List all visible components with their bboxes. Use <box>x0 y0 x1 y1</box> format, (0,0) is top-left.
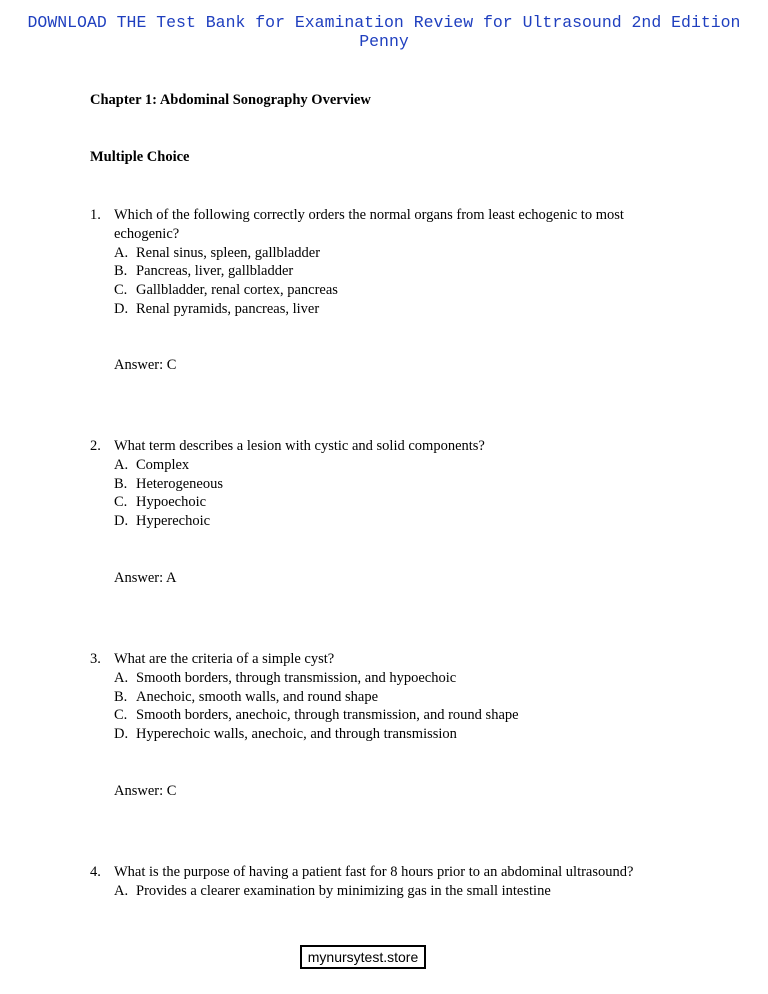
option-letter: C. <box>114 494 128 511</box>
answer-2: Answer: A <box>114 570 177 586</box>
option-text: Renal sinus, spleen, gallbladder <box>136 244 321 261</box>
question-number: 1. <box>90 207 101 223</box>
chapter-title: Chapter 1: Abdominal Sonography Overview <box>90 92 371 108</box>
question-1 <box>90 206 680 319</box>
option-text: Renal pyramids, pancreas, liver <box>136 300 320 317</box>
question-stem: What is the purpose of having a patient fast for 8 hours prior to an abdominal ultrasound? <box>114 864 634 880</box>
option-b <box>114 475 680 494</box>
question-stem: What term describes a lesion with cystic and solid components? <box>114 438 485 454</box>
option-d <box>114 725 680 744</box>
option-text: Smooth borders, through transmission, and hypoechoic <box>136 669 457 686</box>
question-2 <box>90 437 680 531</box>
option-letter: B. <box>114 475 128 492</box>
question-stem: What are the criteria of a simple cyst? <box>114 651 335 667</box>
answer-1: Answer: C <box>114 357 177 373</box>
option-letter: D. <box>114 726 129 743</box>
option-text: Smooth borders, anechoic, through transmission, and round shape <box>136 707 519 724</box>
question-4 <box>90 863 680 901</box>
option-letter: D. <box>114 300 129 317</box>
option-text: Gallbladder, renal cortex, pancreas <box>136 282 338 299</box>
option-d <box>114 300 680 319</box>
option-a <box>114 882 680 901</box>
option-text: Complex <box>136 456 190 473</box>
option-b <box>114 688 680 707</box>
option-text: Hyperechoic <box>136 513 211 530</box>
option-a <box>114 456 680 475</box>
option-letter: A. <box>114 456 129 473</box>
option-d <box>114 512 680 531</box>
option-text: Provides a clearer examination by minimizing gas in the small intestine <box>136 882 551 899</box>
option-letter: A. <box>114 882 129 899</box>
option-text: Hyperechoic walls, anechoic, and through transmission <box>136 726 457 743</box>
option-a <box>114 669 680 688</box>
option-letter: B. <box>114 263 128 280</box>
footer-site-label: mynursytest.store <box>300 945 426 969</box>
option-letter: B. <box>114 688 128 705</box>
question-stem: Which of the following correctly orders the normal organs from least echogenic to most echogenic? <box>114 207 624 242</box>
option-letter: C. <box>114 282 128 299</box>
option-text: Anechoic, smooth walls, and round shape <box>136 688 379 705</box>
question-number: 4. <box>90 864 101 880</box>
option-text: Pancreas, liver, gallbladder <box>136 263 294 280</box>
option-letter: C. <box>114 707 128 724</box>
option-letter: D. <box>114 513 129 530</box>
option-a <box>114 244 680 263</box>
question-3 <box>90 650 680 744</box>
option-c <box>114 493 680 512</box>
option-letter: A. <box>114 244 129 261</box>
download-banner: DOWNLOAD THE Test Bank for Examination Review for Ultrasound 2nd Edition Penny <box>27 13 741 51</box>
option-c <box>114 281 680 300</box>
option-text: Heterogeneous <box>136 475 223 492</box>
question-number: 2. <box>90 438 101 454</box>
question-number: 3. <box>90 651 101 667</box>
option-letter: A. <box>114 669 129 686</box>
option-c <box>114 706 680 725</box>
option-b <box>114 262 680 281</box>
answer-3: Answer: C <box>114 783 177 799</box>
section-title: Multiple Choice <box>90 149 190 165</box>
option-text: Hypoechoic <box>136 494 207 511</box>
